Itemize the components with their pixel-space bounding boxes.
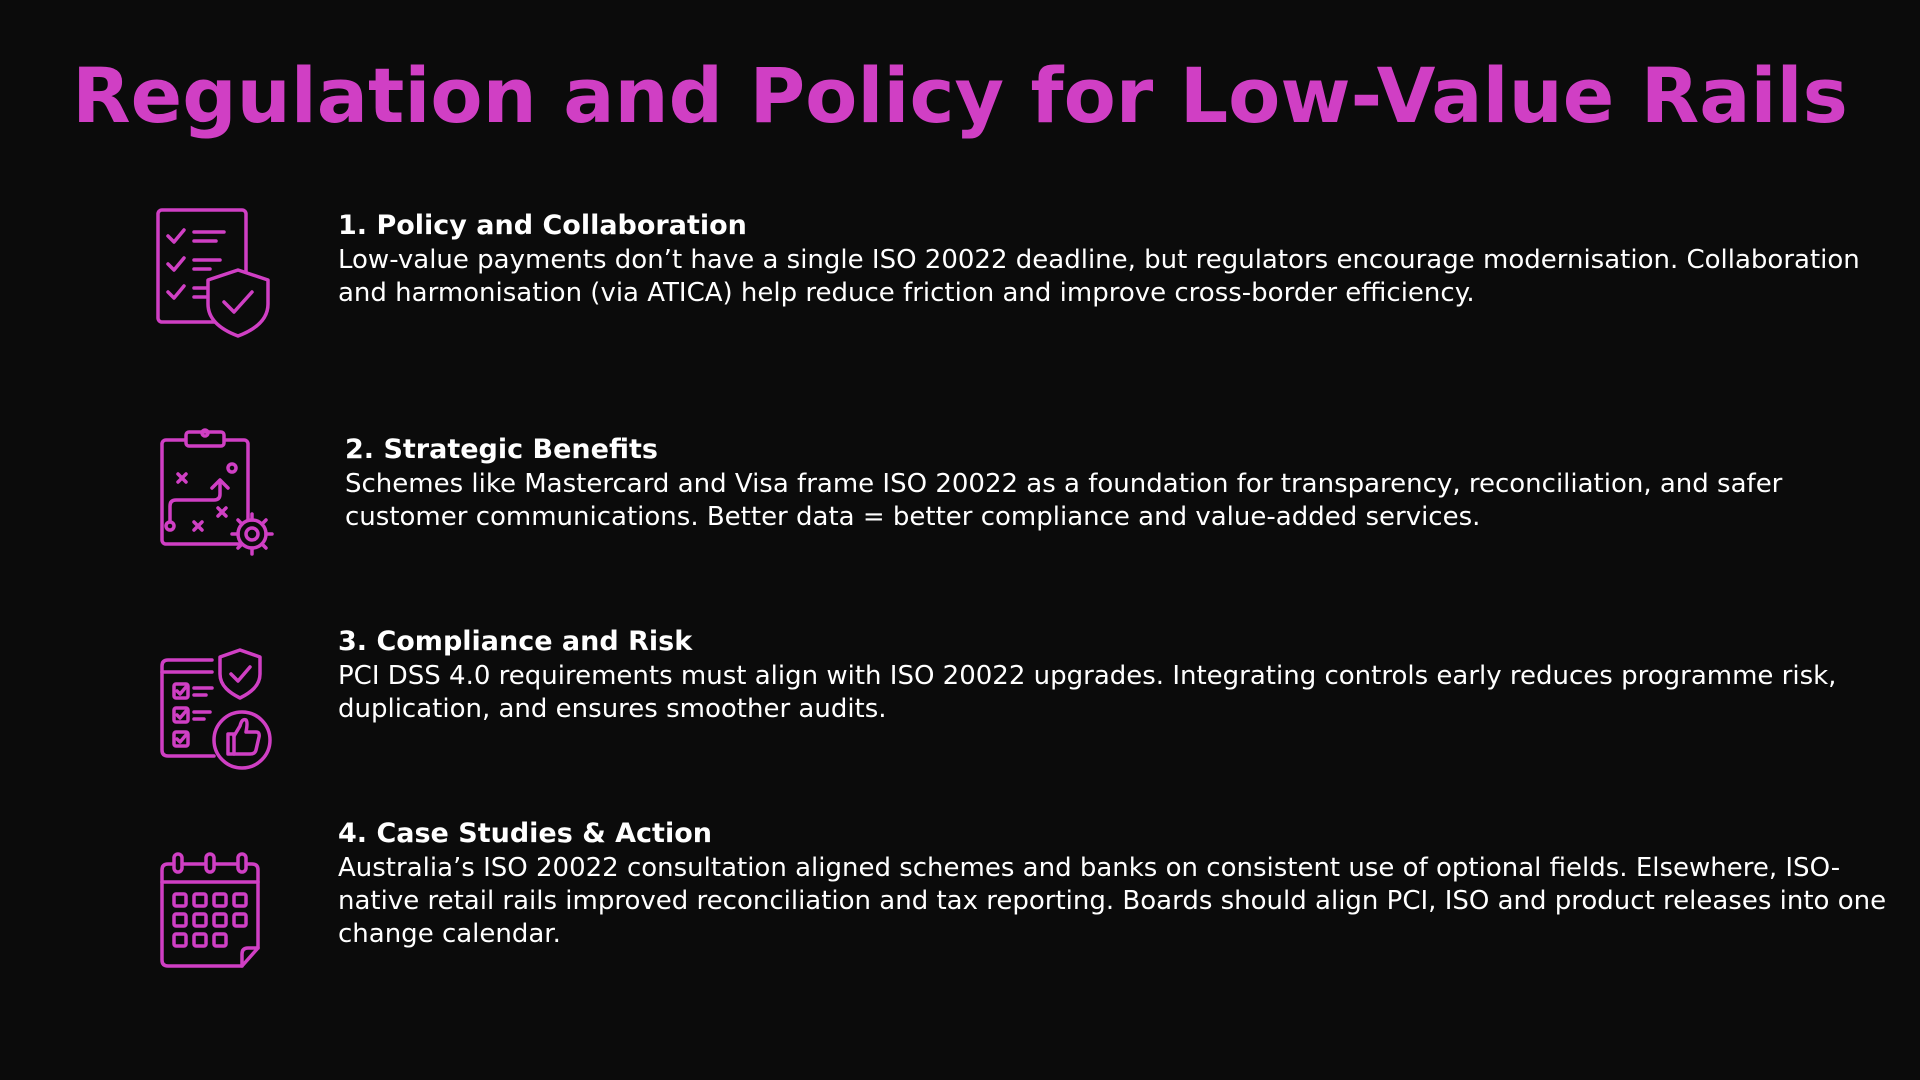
item-heading: 2. Strategic Benefits <box>345 434 658 465</box>
checklist-shield-icon <box>150 208 280 338</box>
calendar-icon <box>150 850 280 980</box>
compliance-checklist-thumbs-up-icon <box>150 646 280 776</box>
item-body: Low-value payments don’t have a single ISO 20022 deadline, but regulators encourage modernisation. Collaboration and harmonisation (via ATICA) help reduce friction and improve cross-border efficiency. <box>338 245 1860 308</box>
item-text <box>338 624 1898 726</box>
item-heading: 4. Case Studies & Action <box>338 818 712 849</box>
item-heading: 3. Compliance and Risk <box>338 626 693 657</box>
item-body: Schemes like Mastercard and Visa frame ISO 20022 as a foundation for transparency, reconciliation, and safer customer communications. Better data = better compliance and value-added services. <box>345 469 1783 532</box>
strategy-clipboard-gear-icon <box>150 426 280 556</box>
item-text <box>338 816 1898 951</box>
item-text <box>338 208 1898 310</box>
item-body: PCI DSS 4.0 requirements must align with ISO 20022 upgrades. Integrating controls early reduces programme risk, duplication, and ensures smoother audits. <box>338 661 1837 724</box>
item-text <box>345 432 1905 534</box>
item-heading: 1. Policy and Collaboration <box>338 210 747 241</box>
item-body: Australia’s ISO 20022 consultation aligned schemes and banks on consistent use of optional fields. Elsewhere, ISO-native retail rails improved reconciliation and tax reporting. Boards should align PCI, ISO and product releases into one change calendar. <box>338 853 1887 949</box>
slide-title: Regulation and Policy for Low-Value Rails <box>72 51 1848 140</box>
